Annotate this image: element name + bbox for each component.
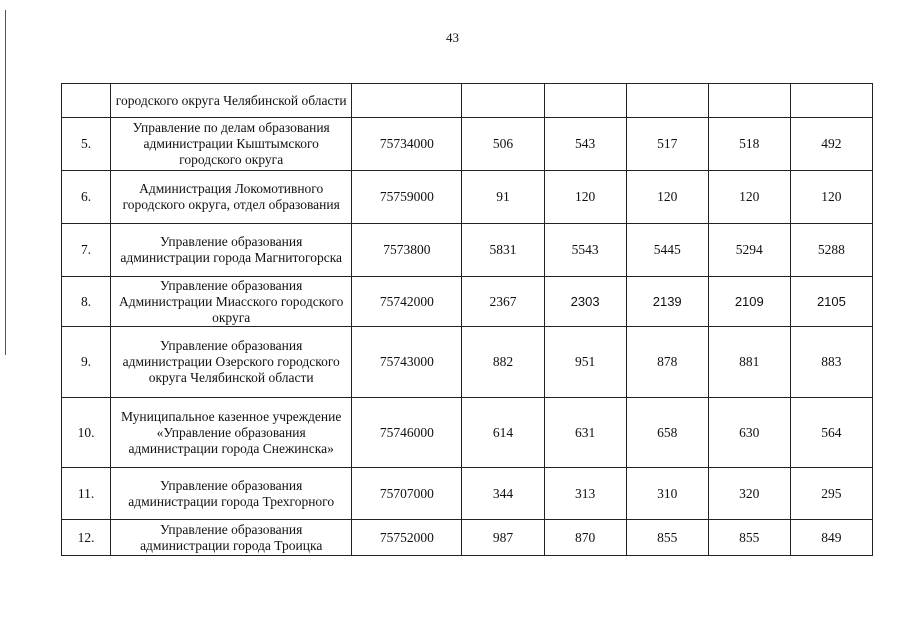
value-cell: 120	[544, 171, 626, 224]
value-cell	[544, 84, 626, 118]
value-cell: 518	[708, 118, 790, 171]
value-cell: 310	[626, 468, 708, 520]
value-cell: 320	[708, 468, 790, 520]
row-number: 7.	[62, 224, 111, 277]
value-cell: 630	[708, 398, 790, 468]
value-cell: 631	[544, 398, 626, 468]
value-cell	[626, 84, 708, 118]
row-number: 12.	[62, 520, 111, 556]
value-cell: 878	[626, 327, 708, 398]
value-cell: 5445	[626, 224, 708, 277]
row-number	[62, 84, 111, 118]
row-number: 5.	[62, 118, 111, 171]
value-cell: 5294	[708, 224, 790, 277]
row-number: 11.	[62, 468, 111, 520]
table-row	[62, 398, 873, 468]
okato-code	[352, 84, 462, 118]
value-cell: 492	[790, 118, 872, 171]
value-cell: 951	[544, 327, 626, 398]
okato-code: 75734000	[352, 118, 462, 171]
value-cell: 120	[790, 171, 872, 224]
organization-name: Управление образования администрации Озерского городского округа Челябинской области	[111, 327, 352, 398]
table-row	[62, 171, 873, 224]
value-cell: 120	[708, 171, 790, 224]
organization-name: Управление по делам образования администрации Кыштымского городского округа	[111, 118, 352, 171]
value-cell: 855	[626, 520, 708, 556]
row-number: 8.	[62, 277, 111, 327]
okato-code: 7573800	[352, 224, 462, 277]
value-cell: 5288	[790, 224, 872, 277]
organization-name: Управление образования администрации города Троицка	[111, 520, 352, 556]
value-cell: 849	[790, 520, 872, 556]
okato-code: 75752000	[352, 520, 462, 556]
value-cell: 517	[626, 118, 708, 171]
organization-name: городского округа Челябинской области	[111, 84, 352, 118]
value-cell: 855	[708, 520, 790, 556]
value-cell: 2105	[790, 277, 872, 327]
okato-code: 75707000	[352, 468, 462, 520]
organization-name: Муниципальное казенное учреждение «Управление образования администрации города Снежинска»	[111, 398, 352, 468]
table-row	[62, 224, 873, 277]
table-row	[62, 118, 873, 171]
table-row	[62, 327, 873, 398]
table-row	[62, 84, 873, 118]
value-cell: 344	[462, 468, 544, 520]
value-cell: 882	[462, 327, 544, 398]
okato-code: 75743000	[352, 327, 462, 398]
value-cell	[790, 84, 872, 118]
value-cell: 5543	[544, 224, 626, 277]
value-cell: 506	[462, 118, 544, 171]
page-number: 43	[446, 30, 459, 45]
table-row	[62, 277, 873, 327]
value-cell	[708, 84, 790, 118]
okato-code: 75746000	[352, 398, 462, 468]
table-row	[62, 468, 873, 520]
value-cell: 2109	[708, 277, 790, 327]
table-row	[62, 520, 873, 556]
row-number: 10.	[62, 398, 111, 468]
value-cell: 543	[544, 118, 626, 171]
organization-name: Управление образования администрации города Трехгорного	[111, 468, 352, 520]
value-cell: 2367	[462, 277, 544, 327]
row-number: 9.	[62, 327, 111, 398]
value-cell: 614	[462, 398, 544, 468]
organization-name: Управление образования администрации города Магнитогорска	[111, 224, 352, 277]
value-cell	[462, 84, 544, 118]
value-cell: 2139	[626, 277, 708, 327]
value-cell: 658	[626, 398, 708, 468]
value-cell: 120	[626, 171, 708, 224]
okato-code: 75742000	[352, 277, 462, 327]
value-cell: 564	[790, 398, 872, 468]
okato-code: 75759000	[352, 171, 462, 224]
value-cell: 881	[708, 327, 790, 398]
left-margin-rule	[5, 10, 6, 355]
organization-name: Управление образования Администрации Миасского городского округа	[111, 277, 352, 327]
value-cell: 313	[544, 468, 626, 520]
value-cell: 987	[462, 520, 544, 556]
value-cell: 870	[544, 520, 626, 556]
value-cell: 295	[790, 468, 872, 520]
value-cell: 91	[462, 171, 544, 224]
value-cell: 5831	[462, 224, 544, 277]
organization-name: Администрация Локомотивного городского округа, отдел образования	[111, 171, 352, 224]
value-cell: 2303	[544, 277, 626, 327]
value-cell: 883	[790, 327, 872, 398]
row-number: 6.	[62, 171, 111, 224]
education-authorities-table	[61, 83, 873, 556]
